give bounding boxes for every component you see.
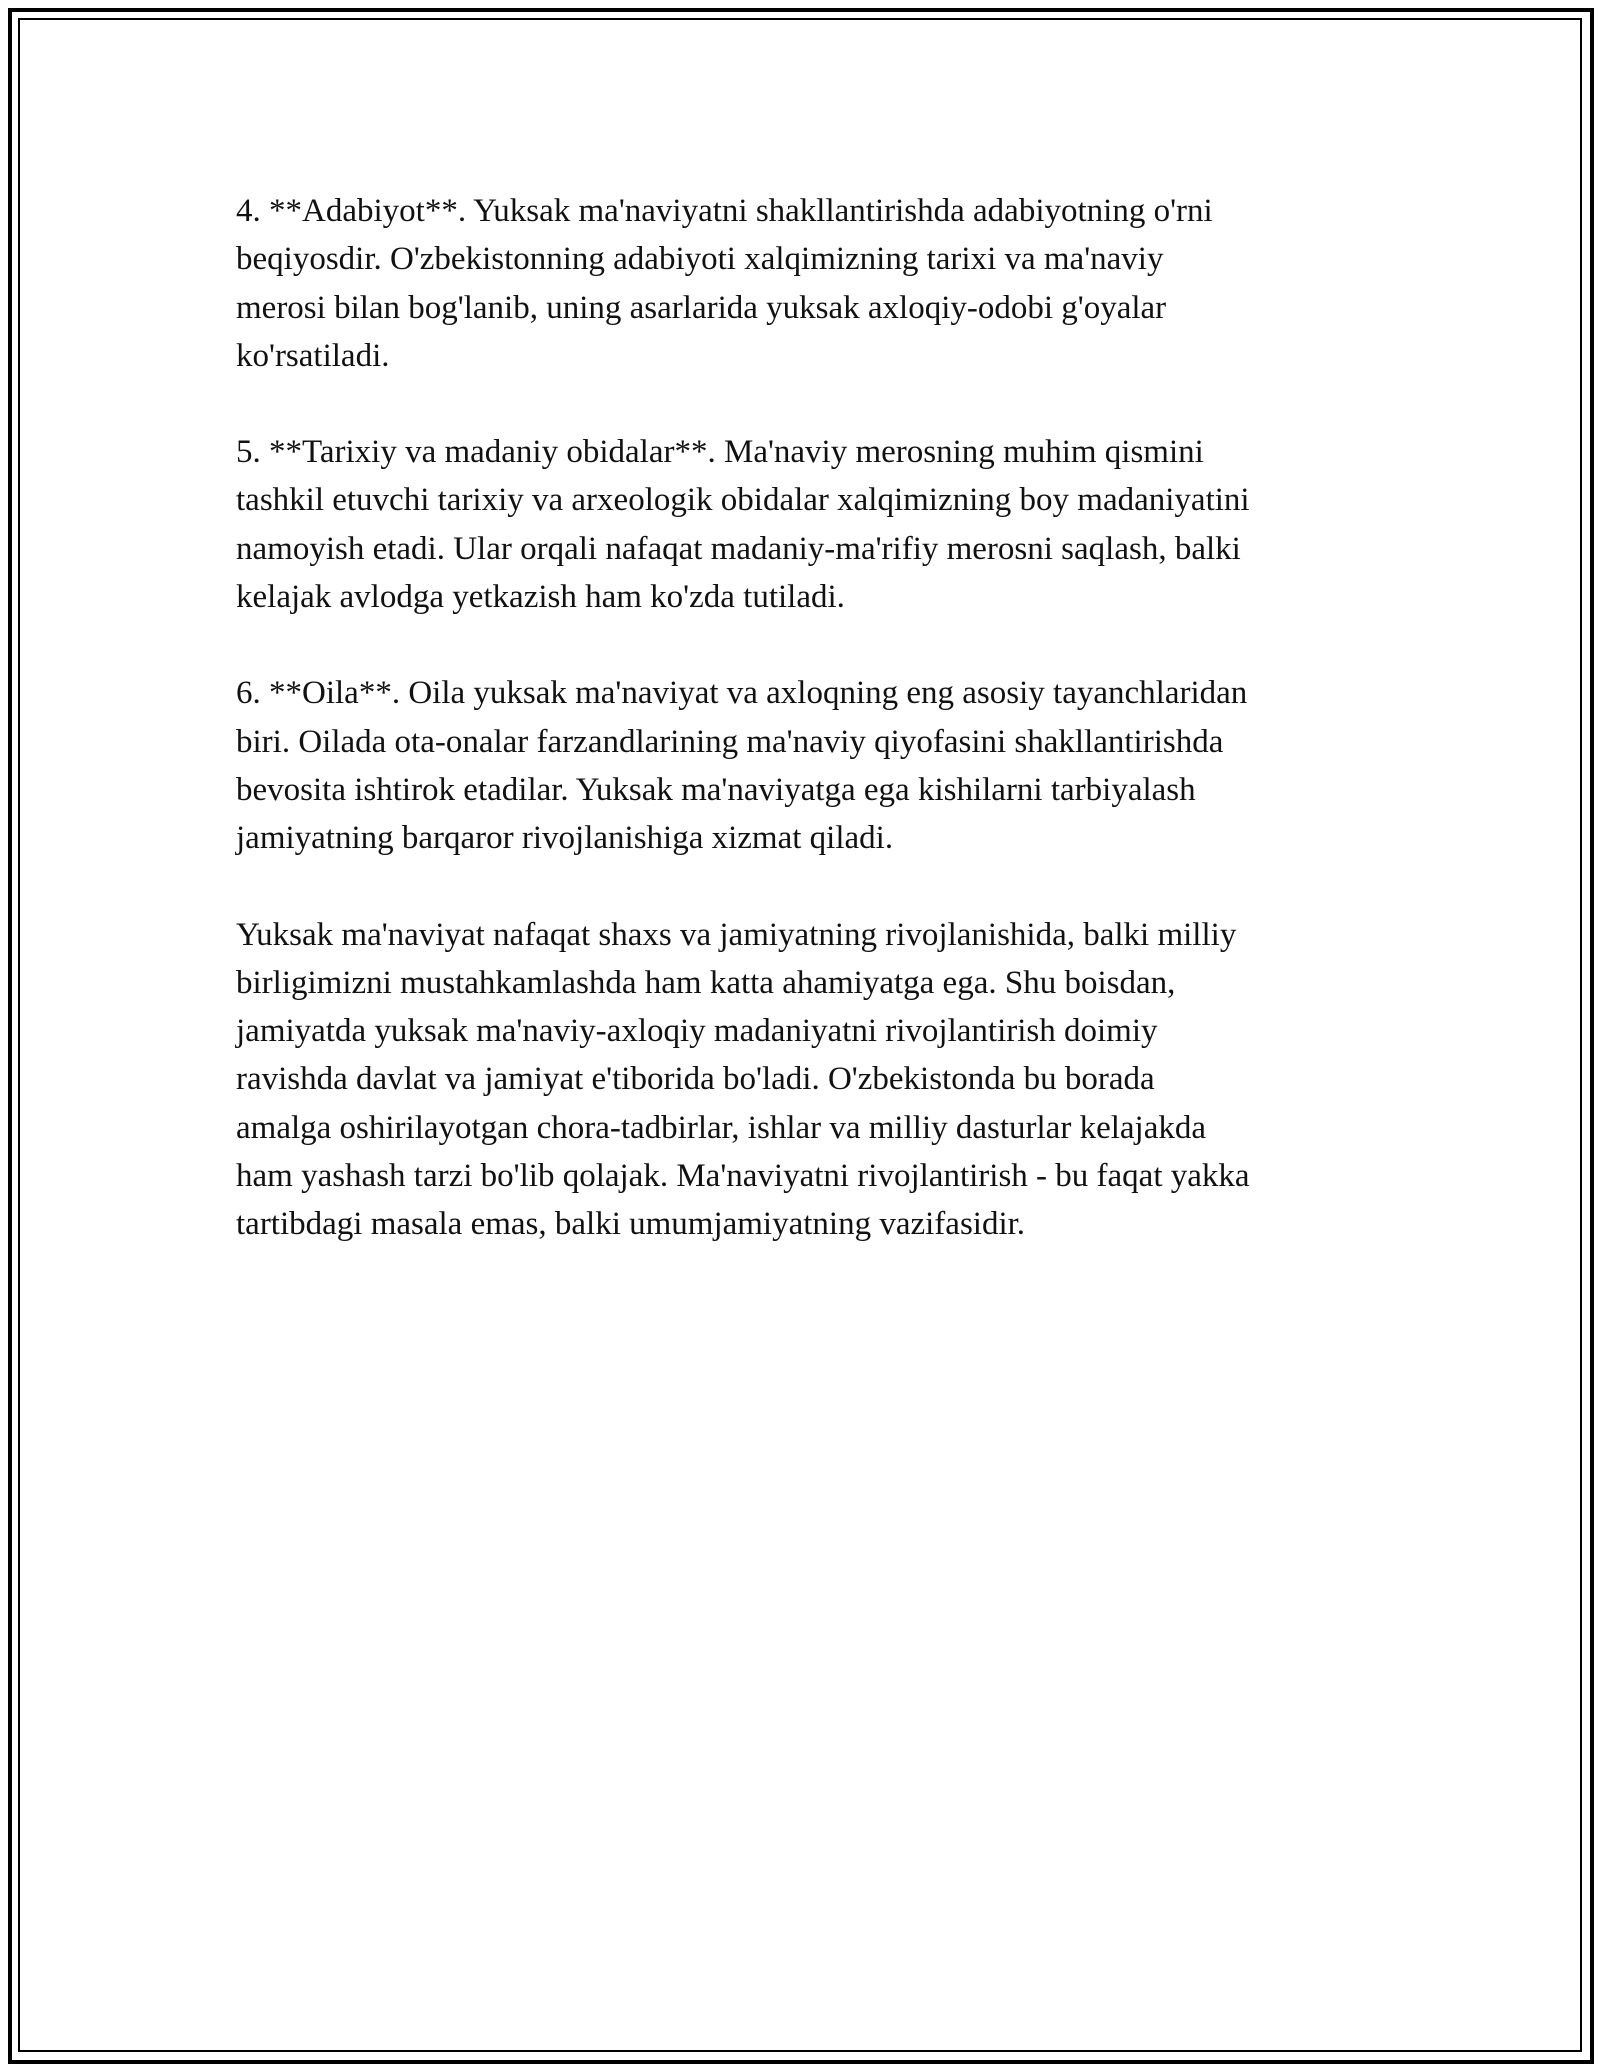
document-body — [236, 187, 1386, 1297]
paragraph-oila: 6. **Oila**. Oila yuksak ma'naviyat va axloqning eng asosiy tayanchlaridan biri. Oilada ota-onalar farzandlarining ma'naviy qiyofasini shakllantirishda bevosita ishtirok etadilar. Yuksak ma'naviyatga ega kishilarni tarbiyalash jamiyatning barqaror rivojlanishiga xizmat qiladi. — [236, 675, 1248, 857]
paragraph-adabiyot: 4. **Adabiyot**. Yuksak ma'naviyatni shakllantirishda adabiyotning o'rni beqiyosdir. O'zbekistonning adabiyoti xalqimizning tarixi va ma'naviy merosi bilan bog'lanib, uning asarlarida yuksak axloqiy-odobi g'oyalar ko'rsatiladi. — [236, 193, 1213, 374]
paragraph-conclusion: Yuksak ma'naviyat nafaqat shaxs va jamiyatning rivojlanishida, balki milliy birligimizni mustahkamlashda ham katta ahamiyatga ega. Shu boisdan, jamiyatda yuksak ma'naviy-axloqiy madaniyatni rivojlantirish doimiy ravishda davlat va jamiyat e'tiborida bo'ladi. O'zbekistonda bu borada amalga oshirilayotgan chora-tadbirlar, ishlar va milliy dasturlar kelajakda ham yashash tarzi bo'lib qolajak. Ma'naviyatni rivojlantirish - bu faqat yakka tartibdagi masala emas, balki umumjamiyatning vazifasidir. — [236, 916, 1250, 1243]
paragraph-tarixiy-obidalar: 5. **Tarixiy va madaniy obidalar**. Ma'naviy merosning muhim qismini tashkil etuvchi tarixiy va arxeologik obidalar xalqimizning boy madaniyatini namoyish etadi. Ular orqali nafaqat madaniy-ma'rifiy merosni saqlash, balki kelajak avlodga yetkazish ham ko'zda tutiladi. — [236, 434, 1250, 616]
